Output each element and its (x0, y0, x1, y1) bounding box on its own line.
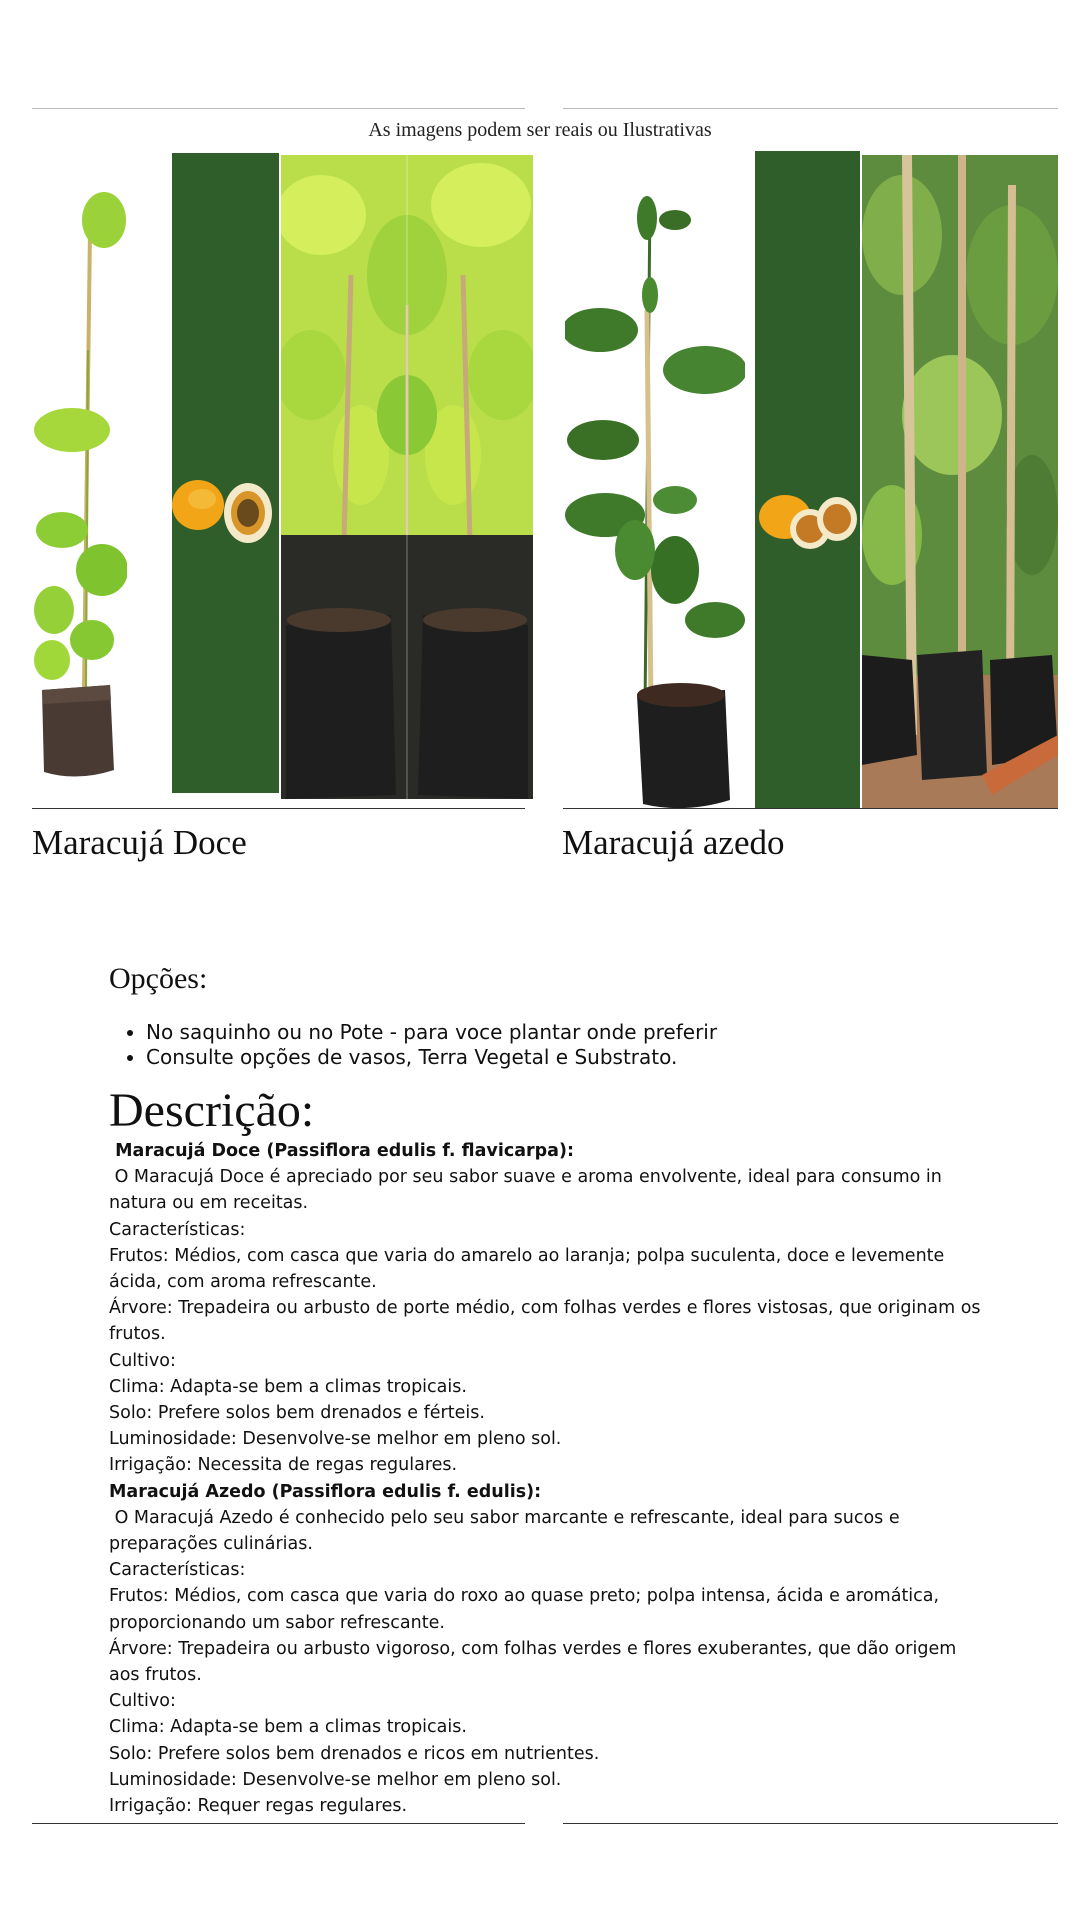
options-list (109, 1020, 717, 1070)
description-line: Cultivo: (109, 1691, 176, 1712)
doce-fruit-panel (172, 153, 279, 793)
description-line: proporcionando um sabor refrescante. (109, 1612, 445, 1633)
description-line: Clima: Adapta-se bem a climas tropicais. (109, 1717, 467, 1738)
description-line: Luminosidade: Desenvolve-se melhor em pleno sol. (109, 1429, 562, 1450)
product-title-doce: Maracujá Doce (32, 823, 247, 862)
description-line: Características: (109, 1219, 246, 1240)
description-line: Luminosidade: Desenvolve-se melhor em pleno sol. (109, 1769, 562, 1790)
image-disclaimer-caption: As imagens podem ser reais ou Ilustrativas (368, 119, 712, 141)
description-line: Solo: Prefere solos bem drenados e férteis. (109, 1403, 485, 1424)
doce-plant-image (32, 150, 127, 780)
description-line: Características: (109, 1560, 246, 1581)
description-line: Cultivo: (109, 1350, 176, 1371)
description-line: Solo: Prefere solos bem drenados e ricos em nutrientes. (109, 1743, 600, 1764)
description-body (109, 1138, 989, 1819)
description-line: aos frutos. (109, 1665, 202, 1686)
options-list-item: • No saquinho ou no Pote - para voce plantar onde preferir (146, 1020, 717, 1045)
azedo-fruit-panel (755, 151, 860, 809)
description-subheading: Maracujá Doce (Passiflora edulis f. flavicarpa): (109, 1141, 574, 1161)
doce-nursery-image (281, 155, 533, 799)
description-line: frutos. (109, 1324, 166, 1345)
description-subheading: Maracujá Azedo (Passiflora edulis f. edulis): (109, 1481, 542, 1502)
description-line: Frutos: Médios, com casca que varia do amarelo ao laranja; polpa suculenta, doce e levemente (109, 1245, 945, 1266)
top-divider-left (32, 108, 525, 109)
bottom-divider-left (32, 1823, 525, 1824)
description-line: preparações culinárias. (109, 1534, 313, 1555)
description-line: O Maracujá Azedo é conhecido pelo seu sabor marcante e refrescante, ideal para sucos e (109, 1507, 900, 1528)
description-line: natura ou em receitas. (109, 1193, 309, 1214)
description-line: Frutos: Médios, com casca que varia do roxo ao quase preto; polpa intensa, ácida e aromática, (109, 1586, 940, 1607)
top-divider-right (563, 108, 1058, 109)
description-line: Irrigação: Requer regas regulares. (109, 1796, 408, 1817)
description-line: Árvore: Trepadeira ou arbusto de porte médio, com folhas verdes e flores vistosas, que originam os (109, 1298, 981, 1319)
description-line: Irrigação: Necessita de regas regulares. (109, 1455, 458, 1476)
description-heading: Descrição: (109, 1084, 315, 1137)
product-divider-left (32, 808, 525, 809)
description-line: Árvore: Trepadeira ou arbusto vigoroso, com folhas verdes e flores exuberantes, que dão origem (109, 1638, 957, 1659)
options-heading: Opções: (109, 962, 208, 995)
description-line: Clima: Adapta-se bem a climas tropicais. (109, 1376, 467, 1397)
azedo-plant-image (565, 190, 745, 810)
azedo-nursery-image (862, 155, 1058, 809)
description-line: O Maracujá Doce é apreciado por seu sabor suave e aroma envolvente, ideal para consumo in (109, 1167, 942, 1188)
bottom-divider-right (563, 1823, 1058, 1824)
product-title-azedo: Maracujá azedo (562, 823, 785, 862)
product-divider-right (563, 808, 1058, 809)
options-list-item: • Consulte opções de vasos, Terra Vegetal e Substrato. (146, 1045, 717, 1070)
description-line: ácida, com aroma refrescante. (109, 1272, 377, 1293)
